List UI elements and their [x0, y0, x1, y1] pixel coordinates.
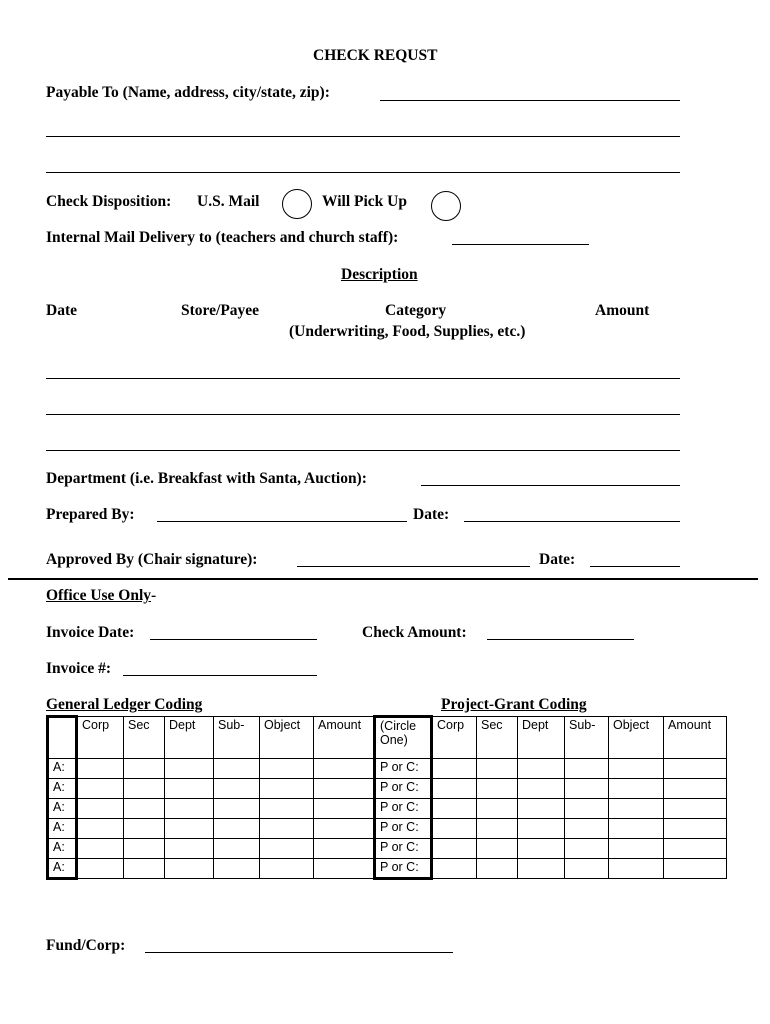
row-a-label: A: — [48, 859, 77, 879]
table-cell[interactable] — [518, 759, 565, 779]
table-cell[interactable] — [77, 859, 124, 879]
department-line[interactable] — [421, 485, 680, 486]
col-date: Date — [46, 302, 77, 319]
check-amount-label: Check Amount: — [362, 624, 467, 641]
will-pick-up-label: Will Pick Up — [322, 193, 407, 210]
approved-date-label: Date: — [539, 551, 576, 568]
office-use-heading — [46, 587, 156, 605]
form-title: CHECK REQUST — [313, 47, 438, 64]
invoice-date-label: Invoice Date: — [46, 624, 135, 641]
row-a-label: A: — [48, 799, 77, 819]
section-divider — [8, 578, 758, 580]
table-cell[interactable] — [77, 839, 124, 859]
table-cell[interactable] — [77, 759, 124, 779]
table-cell[interactable] — [260, 819, 314, 839]
prepared-by-label: Prepared By: — [46, 506, 135, 523]
us-mail-radio[interactable] — [282, 189, 312, 219]
table-cell[interactable] — [609, 839, 664, 859]
table-cell[interactable] — [260, 799, 314, 819]
table-cell[interactable] — [565, 759, 609, 779]
table-cell[interactable] — [518, 819, 565, 839]
table-cell[interactable] — [565, 859, 609, 879]
row-p-or-c-label[interactable]: P or C: — [375, 759, 432, 779]
row-a-label: A: — [48, 779, 77, 799]
pg-header-object: Object — [609, 717, 664, 759]
description-line-1[interactable] — [46, 378, 680, 379]
approved-by-label: Approved By (Chair signature): — [46, 551, 258, 568]
table-cell[interactable] — [124, 819, 165, 839]
table-cell[interactable] — [214, 799, 260, 819]
pg-header-sec: Sec — [477, 717, 518, 759]
table-cell[interactable] — [518, 779, 565, 799]
table-cell[interactable] — [314, 819, 375, 839]
table-cell[interactable] — [609, 819, 664, 839]
row-p-or-c-label[interactable]: P or C: — [375, 819, 432, 839]
invoice-number-label: Invoice #: — [46, 660, 112, 677]
table-cell[interactable] — [314, 859, 375, 879]
table-row — [48, 799, 727, 819]
table-cell[interactable] — [314, 779, 375, 799]
header-a-cell — [48, 717, 77, 759]
table-cell[interactable] — [165, 859, 214, 879]
table-cell[interactable] — [165, 759, 214, 779]
table-cell[interactable] — [609, 799, 664, 819]
table-row — [48, 839, 727, 859]
office-use-suffix: - — [151, 587, 157, 604]
table-cell[interactable] — [664, 799, 727, 819]
table-cell[interactable] — [314, 759, 375, 779]
prepared-date-line[interactable] — [464, 521, 680, 522]
table-cell[interactable] — [664, 779, 727, 799]
table-cell[interactable] — [214, 839, 260, 859]
table-cell[interactable] — [477, 759, 518, 779]
table-cell[interactable] — [165, 839, 214, 859]
table-cell[interactable] — [609, 779, 664, 799]
table-cell[interactable] — [77, 799, 124, 819]
table-row — [48, 859, 727, 879]
description-heading: Description — [341, 266, 418, 283]
table-cell[interactable] — [565, 819, 609, 839]
table-row — [48, 779, 727, 799]
pg-header-dept: Dept — [518, 717, 565, 759]
gl-header-dept: Dept — [165, 717, 214, 759]
table-cell[interactable] — [609, 759, 664, 779]
us-mail-label: U.S. Mail — [197, 193, 260, 210]
table-cell[interactable] — [609, 859, 664, 879]
row-p-or-c-label[interactable]: P or C: — [375, 859, 432, 879]
coding-table — [46, 715, 727, 880]
payable-to-line-1[interactable] — [380, 100, 680, 101]
gl-coding-heading: General Ledger Coding — [46, 696, 203, 713]
check-disposition-label: Check Disposition: — [46, 193, 172, 210]
row-p-or-c-label[interactable]: P or C: — [375, 799, 432, 819]
prepared-date-label: Date: — [413, 506, 450, 523]
table-cell[interactable] — [664, 819, 727, 839]
table-cell[interactable] — [314, 839, 375, 859]
will-pick-up-radio[interactable] — [431, 191, 461, 221]
table-cell[interactable] — [432, 819, 477, 839]
gl-header-sub: Sub- — [214, 717, 260, 759]
table-cell[interactable] — [664, 859, 727, 879]
pg-header-corp: Corp — [432, 717, 477, 759]
col-category-sub: (Underwriting, Food, Supplies, etc.) — [289, 323, 526, 340]
gl-header-sec: Sec — [124, 717, 165, 759]
col-amount: Amount — [595, 302, 650, 319]
table-cell[interactable] — [565, 799, 609, 819]
office-use-text: Office Use Only — [46, 587, 152, 604]
table-cell[interactable] — [214, 859, 260, 879]
table-row — [48, 759, 727, 779]
table-cell[interactable] — [314, 799, 375, 819]
table-cell[interactable] — [432, 799, 477, 819]
table-header-row — [48, 717, 727, 759]
table-cell[interactable] — [260, 779, 314, 799]
payable-to-label: Payable To (Name, address, city/state, zip): — [46, 84, 330, 101]
table-cell[interactable] — [432, 779, 477, 799]
table-cell[interactable] — [518, 799, 565, 819]
table-cell[interactable] — [124, 799, 165, 819]
table-cell[interactable] — [477, 859, 518, 879]
table-cell[interactable] — [518, 859, 565, 879]
table-cell[interactable] — [260, 759, 314, 779]
table-cell[interactable] — [518, 839, 565, 859]
row-p-or-c-label[interactable]: P or C: — [375, 779, 432, 799]
table-cell[interactable] — [260, 859, 314, 879]
gl-header-amount: Amount — [314, 717, 375, 759]
col-store-payee: Store/Payee — [181, 302, 260, 319]
fund-corp-line[interactable] — [145, 952, 453, 953]
description-line-2[interactable] — [46, 414, 680, 415]
row-a-label: A: — [48, 819, 77, 839]
table-cell[interactable] — [124, 779, 165, 799]
invoice-date-line[interactable] — [150, 639, 317, 640]
col-category: Category — [385, 302, 447, 319]
table-cell[interactable] — [477, 839, 518, 859]
row-a-label: A: — [48, 759, 77, 779]
table-cell[interactable] — [477, 799, 518, 819]
table-cell[interactable] — [165, 799, 214, 819]
table-cell[interactable] — [214, 779, 260, 799]
table-cell[interactable] — [432, 839, 477, 859]
table-cell[interactable] — [432, 759, 477, 779]
table-cell[interactable] — [477, 779, 518, 799]
internal-mail-label: Internal Mail Delivery to (teachers and church staff): — [46, 229, 399, 246]
table-cell[interactable] — [214, 759, 260, 779]
payable-to-line-3[interactable] — [46, 172, 680, 173]
approved-by-line[interactable] — [297, 566, 530, 567]
table-cell[interactable] — [165, 819, 214, 839]
table-row — [48, 819, 727, 839]
fund-corp-label: Fund/Corp: — [46, 937, 126, 954]
table-cell[interactable] — [432, 859, 477, 879]
table-cell[interactable] — [565, 839, 609, 859]
row-p-or-c-label[interactable]: P or C: — [375, 839, 432, 859]
pg-coding-heading: Project-Grant Coding — [441, 696, 587, 713]
internal-mail-line[interactable] — [452, 244, 589, 245]
table-cell[interactable] — [664, 759, 727, 779]
description-line-3[interactable] — [46, 450, 680, 451]
table-cell[interactable] — [124, 859, 165, 879]
gl-header-object: Object — [260, 717, 314, 759]
gl-header-corp: Corp — [77, 717, 124, 759]
table-cell[interactable] — [477, 819, 518, 839]
table-cell[interactable] — [214, 819, 260, 839]
table-cell[interactable] — [77, 819, 124, 839]
table-cell[interactable] — [664, 839, 727, 859]
invoice-number-line[interactable] — [123, 675, 317, 676]
pg-header-amount: Amount — [664, 717, 727, 759]
row-a-label: A: — [48, 839, 77, 859]
prepared-by-line[interactable] — [157, 521, 407, 522]
table-cell[interactable] — [124, 759, 165, 779]
table-cell[interactable] — [260, 839, 314, 859]
table-cell[interactable] — [77, 779, 124, 799]
check-amount-line[interactable] — [487, 639, 634, 640]
circle-one-header: (Circle One) — [375, 717, 432, 759]
department-label: Department (i.e. Breakfast with Santa, Auction): — [46, 470, 367, 487]
table-cell[interactable] — [124, 839, 165, 859]
pg-header-sub: Sub- — [565, 717, 609, 759]
payable-to-line-2[interactable] — [46, 136, 680, 137]
table-cell[interactable] — [565, 779, 609, 799]
approved-date-line[interactable] — [590, 566, 680, 567]
table-cell[interactable] — [165, 779, 214, 799]
